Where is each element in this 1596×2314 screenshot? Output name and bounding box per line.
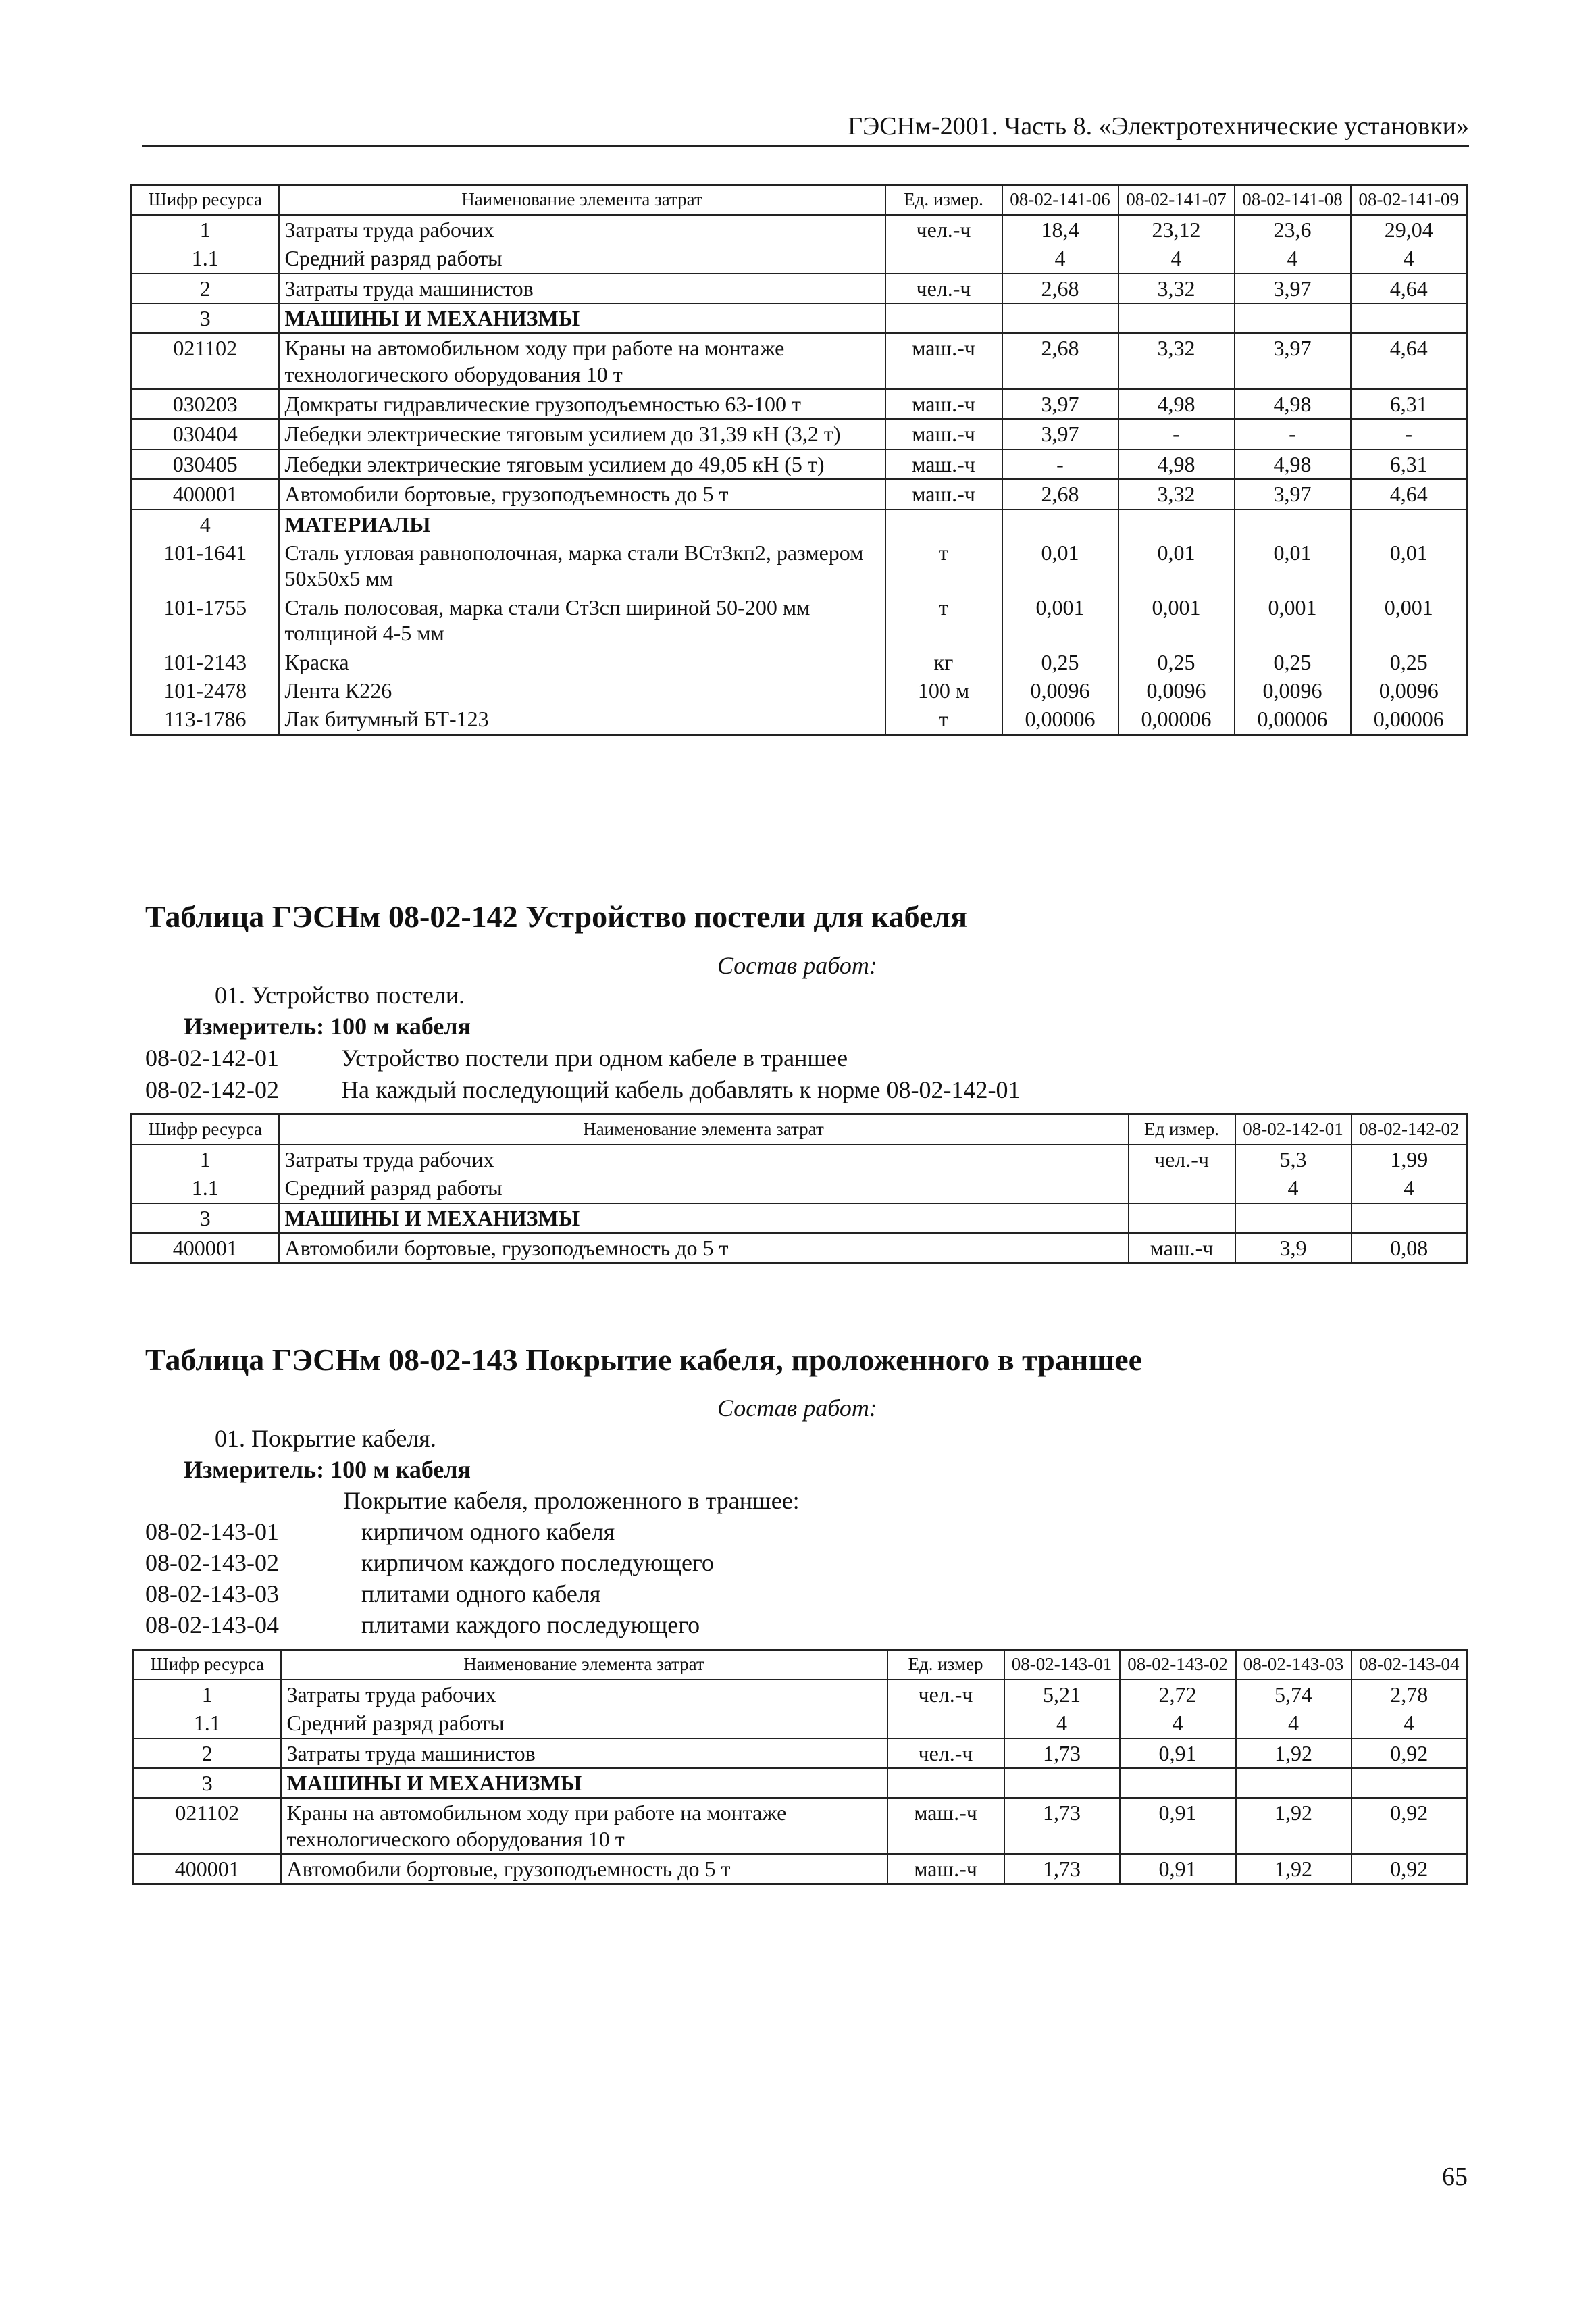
name-cell: Средний разряд работы	[281, 1709, 887, 1738]
name-cell: МАШИНЫ И МЕХАНИЗМЫ	[279, 1203, 1129, 1233]
name-cell: Затраты труда машинистов	[281, 1738, 887, 1768]
norm-intro: Покрытие кабеля, проложенного в траншее:	[343, 1487, 800, 1514]
value-cell: 0,00006	[1235, 705, 1351, 734]
value-cell: 0,25	[1118, 648, 1235, 676]
value-cell: 4,98	[1235, 449, 1351, 479]
name-cell: Затраты труда рабочих	[281, 1680, 887, 1709]
value-cell	[1351, 303, 1468, 333]
unit-cell: маш.-ч	[885, 419, 1002, 449]
work-composition-label: Состав работ:	[717, 952, 877, 979]
col-code-header: 08-02-141-07	[1118, 185, 1235, 215]
table-row	[132, 1233, 1468, 1263]
value-cell: 0,01	[1351, 538, 1468, 593]
table-title-143: Таблица ГЭСНм 08-02-143 Покрытие кабеля, проложенного в траншее	[145, 1342, 1143, 1377]
name-cell: Домкраты гидравлические грузоподъемностью 63-100 т	[279, 389, 885, 419]
value-cell: 3,9	[1235, 1233, 1352, 1263]
value-cell	[1235, 509, 1351, 538]
unit-cell: маш.-ч	[887, 1854, 1004, 1884]
unit-cell: чел.-ч	[887, 1680, 1004, 1709]
table-header-row	[132, 185, 1468, 215]
value-cell: 0,00006	[1351, 705, 1468, 734]
cipher-cell: 4	[132, 509, 279, 538]
value-cell: 0,92	[1352, 1798, 1468, 1854]
value-cell: 6,31	[1351, 389, 1468, 419]
unit-cell: маш.-ч	[887, 1798, 1004, 1854]
value-cell: 4	[1004, 1709, 1120, 1738]
value-cell: 0,08	[1352, 1233, 1468, 1263]
work-item: 01. Покрытие кабеля.	[215, 1425, 436, 1452]
resource-table-143	[132, 1649, 1468, 1885]
name-cell: Краны на автомобильном ходу при работе на монтаже технологического оборудования 10 т	[279, 333, 885, 389]
unit-cell: 100 м	[885, 676, 1002, 705]
value-cell	[1004, 1768, 1120, 1798]
value-cell	[1120, 1768, 1236, 1798]
value-cell: 0,01	[1118, 538, 1235, 593]
table-row	[132, 244, 1468, 273]
table-row	[134, 1738, 1468, 1768]
value-cell: 0,001	[1118, 593, 1235, 648]
unit-cell	[887, 1709, 1004, 1738]
unit-cell	[885, 303, 1002, 333]
col-cipher-header: Шифр ресурса	[134, 1650, 281, 1680]
unit-cell: т	[885, 705, 1002, 734]
page-number: 65	[1442, 2163, 1468, 2191]
value-cell: 0,0096	[1002, 676, 1118, 705]
value-cell: 0,001	[1351, 593, 1468, 648]
value-cell: 4,98	[1118, 389, 1235, 419]
table-row	[134, 1680, 1468, 1709]
value-cell: 3,97	[1235, 274, 1351, 303]
work-item: 01. Устройство постели.	[215, 982, 465, 1009]
norm-code: 08-02-142-01	[145, 1045, 279, 1072]
value-cell: 0,0096	[1235, 676, 1351, 705]
col-code-header: 08-02-142-01	[1235, 1115, 1352, 1145]
value-cell	[1235, 303, 1351, 333]
value-cell: 4	[1235, 244, 1351, 273]
work-composition-label: Состав работ:	[717, 1394, 877, 1422]
value-cell: 3,97	[1235, 479, 1351, 509]
measure-unit: Измеритель: 100 м кабеля	[184, 1013, 471, 1040]
table-row	[132, 479, 1468, 509]
norm-code: 08-02-142-02	[145, 1076, 279, 1103]
unit-cell: маш.-ч	[885, 479, 1002, 509]
name-cell: Сталь полосовая, марка стали Ст3сп шириной 50-200 мм толщиной 4-5 мм	[279, 593, 885, 648]
resource-table-141	[130, 184, 1468, 736]
cipher-cell: 113-1786	[132, 705, 279, 734]
value-cell: 0,92	[1352, 1854, 1468, 1884]
name-cell: Сталь угловая равнополочная, марка стали ВСт3кп2, размером 50х50х5 мм	[279, 538, 885, 593]
cipher-cell: 2	[134, 1738, 281, 1768]
cipher-cell: 400001	[132, 479, 279, 509]
value-cell: 0,91	[1120, 1738, 1236, 1768]
table-title-142: Таблица ГЭСНм 08-02-142 Устройство постели для кабеля	[145, 899, 968, 934]
unit-cell: маш.-ч	[885, 449, 1002, 479]
table-row	[132, 274, 1468, 303]
value-cell: -	[1002, 449, 1118, 479]
value-cell: 3,97	[1002, 389, 1118, 419]
section-row	[132, 1203, 1468, 1233]
name-cell: Затраты труда машинистов	[279, 274, 885, 303]
table-row	[132, 1174, 1468, 1203]
name-cell: Лебедки электрические тяговым усилием до 49,05 кН (5 т)	[279, 449, 885, 479]
col-unit-header: Ед. измер.	[885, 185, 1002, 215]
cipher-cell: 3	[132, 1203, 279, 1233]
value-cell: 0,01	[1235, 538, 1351, 593]
value-cell: 5,21	[1004, 1680, 1120, 1709]
value-cell: 2,72	[1120, 1680, 1236, 1709]
value-cell: 0,92	[1352, 1738, 1468, 1768]
measure-unit: Измеритель: 100 м кабеля	[184, 1456, 471, 1483]
value-cell	[1351, 509, 1468, 538]
cipher-cell: 030203	[132, 389, 279, 419]
value-cell	[1118, 303, 1235, 333]
cipher-cell: 101-2478	[132, 676, 279, 705]
name-cell: Автомобили бортовые, грузоподъемность до 5 т	[281, 1854, 887, 1884]
unit-cell: маш.-ч	[885, 333, 1002, 389]
value-cell: 23,12	[1118, 215, 1235, 244]
value-cell: 2,68	[1002, 333, 1118, 389]
value-cell: 2,68	[1002, 274, 1118, 303]
value-cell: -	[1351, 419, 1468, 449]
table-row	[132, 215, 1468, 244]
table-row	[132, 538, 1468, 593]
table-row	[132, 1145, 1468, 1174]
col-name-header: Наименование элемента затрат	[279, 1115, 1129, 1145]
name-cell: Лебедки электрические тяговым усилием до 31,39 кН (3,2 т)	[279, 419, 885, 449]
name-cell: Лента К226	[279, 676, 885, 705]
value-cell: -	[1235, 419, 1351, 449]
cipher-cell: 030404	[132, 419, 279, 449]
table-row	[134, 1854, 1468, 1884]
col-name-header: Наименование элемента затрат	[279, 185, 885, 215]
unit-cell: т	[885, 538, 1002, 593]
value-cell: 4	[1236, 1709, 1352, 1738]
col-cipher-header: Шифр ресурса	[132, 1115, 279, 1145]
value-cell: 0,25	[1002, 648, 1118, 676]
value-cell: 3,97	[1235, 333, 1351, 389]
value-cell	[1352, 1768, 1468, 1798]
cipher-cell: 1.1	[132, 1174, 279, 1203]
value-cell: 5,3	[1235, 1145, 1352, 1174]
table-header-row	[132, 1115, 1468, 1145]
value-cell: 4,64	[1351, 333, 1468, 389]
norm-description: Устройство постели при одном кабеле в траншее	[341, 1045, 848, 1072]
value-cell: 0,91	[1120, 1798, 1236, 1854]
cipher-cell: 1	[132, 1145, 279, 1174]
unit-cell: маш.-ч	[1129, 1233, 1235, 1263]
value-cell: 23,6	[1235, 215, 1351, 244]
norm-description: плитами одного кабеля	[361, 1580, 601, 1607]
value-cell: 4	[1352, 1709, 1468, 1738]
section-row	[134, 1768, 1468, 1798]
name-cell: МАТЕРИАЛЫ	[279, 509, 885, 538]
col-code-header: 08-02-143-04	[1352, 1650, 1468, 1680]
value-cell	[1118, 509, 1235, 538]
value-cell: 0,0096	[1351, 676, 1468, 705]
col-cipher-header: Шифр ресурса	[132, 185, 279, 215]
unit-cell: чел.-ч	[885, 215, 1002, 244]
norm-code: 08-02-143-04	[145, 1611, 279, 1638]
value-cell: 4	[1352, 1174, 1468, 1203]
table-row	[132, 419, 1468, 449]
table-row	[132, 593, 1468, 648]
cipher-cell: 101-1641	[132, 538, 279, 593]
col-code-header: 08-02-143-02	[1120, 1650, 1236, 1680]
cipher-cell: 030405	[132, 449, 279, 479]
norm-code: 08-02-143-03	[145, 1580, 279, 1607]
col-code-header: 08-02-141-06	[1002, 185, 1118, 215]
value-cell: 5,74	[1236, 1680, 1352, 1709]
col-name-header: Наименование элемента затрат	[281, 1650, 887, 1680]
unit-cell: маш.-ч	[885, 389, 1002, 419]
name-cell: Краска	[279, 648, 885, 676]
col-code-header: 08-02-141-09	[1351, 185, 1468, 215]
table-header-row	[134, 1650, 1468, 1680]
value-cell: 2,78	[1352, 1680, 1468, 1709]
unit-cell	[885, 244, 1002, 273]
value-cell: 3,32	[1118, 274, 1235, 303]
cipher-cell: 021102	[132, 333, 279, 389]
unit-cell	[885, 509, 1002, 538]
name-cell: МАШИНЫ И МЕХАНИЗМЫ	[279, 303, 885, 333]
norm-code: 08-02-143-01	[145, 1518, 279, 1545]
value-cell: 3,32	[1118, 333, 1235, 389]
unit-cell	[887, 1768, 1004, 1798]
value-cell: 1,73	[1004, 1798, 1120, 1854]
cipher-cell: 1	[132, 215, 279, 244]
value-cell	[1352, 1203, 1468, 1233]
value-cell: 18,4	[1002, 215, 1118, 244]
table-row	[134, 1798, 1468, 1854]
cipher-cell: 1.1	[134, 1709, 281, 1738]
table-row	[132, 676, 1468, 705]
value-cell: 0,25	[1351, 648, 1468, 676]
table-row	[132, 333, 1468, 389]
value-cell: 0,00006	[1002, 705, 1118, 734]
col-code-header: 08-02-143-01	[1004, 1650, 1120, 1680]
col-unit-header: Ед. измер	[887, 1650, 1004, 1680]
value-cell: 0,00006	[1118, 705, 1235, 734]
value-cell: 0,001	[1235, 593, 1351, 648]
cipher-cell: 101-2143	[132, 648, 279, 676]
value-cell: 1,92	[1236, 1854, 1352, 1884]
value-cell: 4,98	[1118, 449, 1235, 479]
running-header: ГЭСНм-2001. Часть 8. «Электротехнические установки»	[142, 111, 1469, 147]
name-cell: Затраты труда рабочих	[279, 1145, 1129, 1174]
name-cell: Затраты труда рабочих	[279, 215, 885, 244]
unit-cell: чел.-ч	[887, 1738, 1004, 1768]
name-cell: Средний разряд работы	[279, 244, 885, 273]
value-cell	[1235, 1203, 1352, 1233]
value-cell: 0,91	[1120, 1854, 1236, 1884]
value-cell: 1,92	[1236, 1798, 1352, 1854]
col-code-header: 08-02-142-02	[1352, 1115, 1468, 1145]
name-cell: Краны на автомобильном ходу при работе на монтаже технологического оборудования 10 т	[281, 1798, 887, 1854]
norm-description: плитами каждого последующего	[361, 1611, 700, 1638]
cipher-cell: 3	[134, 1768, 281, 1798]
value-cell: 4	[1002, 244, 1118, 273]
table-row	[134, 1709, 1468, 1738]
value-cell: 1,73	[1004, 1738, 1120, 1768]
value-cell: 0,0096	[1118, 676, 1235, 705]
table-row	[132, 648, 1468, 676]
section-row	[132, 303, 1468, 333]
value-cell: 1,73	[1004, 1854, 1120, 1884]
value-cell: -	[1118, 419, 1235, 449]
value-cell: 29,04	[1351, 215, 1468, 244]
name-cell: Средний разряд работы	[279, 1174, 1129, 1203]
norm-description: На каждый последующий кабель добавлять к норме 08-02-142-01	[341, 1076, 1021, 1103]
value-cell: 4,98	[1235, 389, 1351, 419]
table-row	[132, 449, 1468, 479]
value-cell: 4	[1351, 244, 1468, 273]
unit-cell	[1129, 1203, 1235, 1233]
value-cell: 4,64	[1351, 479, 1468, 509]
value-cell: 0,001	[1002, 593, 1118, 648]
cipher-cell: 400001	[132, 1233, 279, 1263]
value-cell: 3,32	[1118, 479, 1235, 509]
value-cell	[1002, 509, 1118, 538]
name-cell: Автомобили бортовые, грузоподъемность до 5 т	[279, 479, 885, 509]
cipher-cell: 101-1755	[132, 593, 279, 648]
value-cell: 0,25	[1235, 648, 1351, 676]
name-cell: Автомобили бортовые, грузоподъемность до 5 т	[279, 1233, 1129, 1263]
norm-code: 08-02-143-02	[145, 1549, 279, 1576]
cipher-cell: 021102	[134, 1798, 281, 1854]
section-row	[132, 509, 1468, 538]
value-cell: 1,99	[1352, 1145, 1468, 1174]
cipher-cell: 3	[132, 303, 279, 333]
name-cell: Лак битумный БТ-123	[279, 705, 885, 734]
unit-cell: чел.-ч	[885, 274, 1002, 303]
unit-cell: т	[885, 593, 1002, 648]
value-cell: 6,31	[1351, 449, 1468, 479]
name-cell: МАШИНЫ И МЕХАНИЗМЫ	[281, 1768, 887, 1798]
resource-table-142	[130, 1113, 1468, 1264]
value-cell	[1002, 303, 1118, 333]
value-cell: 4	[1120, 1709, 1236, 1738]
col-code-header: 08-02-141-08	[1235, 185, 1351, 215]
col-unit-header: Ед измер.	[1129, 1115, 1235, 1145]
value-cell: 4	[1118, 244, 1235, 273]
table-row	[132, 705, 1468, 734]
cipher-cell: 1	[134, 1680, 281, 1709]
cipher-cell: 400001	[134, 1854, 281, 1884]
value-cell: 2,68	[1002, 479, 1118, 509]
value-cell: 4	[1235, 1174, 1352, 1203]
table-row	[132, 389, 1468, 419]
cipher-cell: 1.1	[132, 244, 279, 273]
unit-cell: чел.-ч	[1129, 1145, 1235, 1174]
norm-description: кирпичом каждого последующего	[361, 1549, 714, 1576]
unit-cell	[1129, 1174, 1235, 1203]
col-code-header: 08-02-143-03	[1236, 1650, 1352, 1680]
value-cell	[1236, 1768, 1352, 1798]
unit-cell: кг	[885, 648, 1002, 676]
value-cell: 3,97	[1002, 419, 1118, 449]
value-cell: 0,01	[1002, 538, 1118, 593]
norm-description: кирпичом одного кабеля	[361, 1518, 615, 1545]
cipher-cell: 2	[132, 274, 279, 303]
value-cell: 4,64	[1351, 274, 1468, 303]
value-cell: 1,92	[1236, 1738, 1352, 1768]
